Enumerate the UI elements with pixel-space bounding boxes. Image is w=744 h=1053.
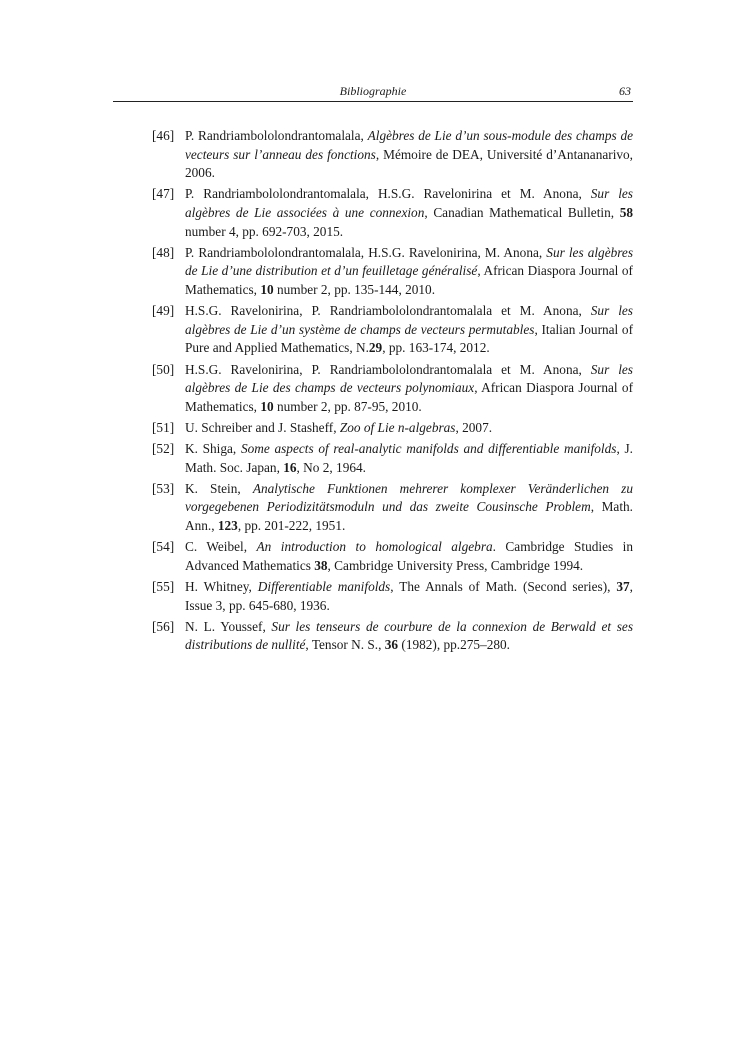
entry-segment: number 4, pp. 692-703, 2015. xyxy=(185,223,344,239)
entry-label: [50] xyxy=(152,361,175,377)
entry-label: [47] xyxy=(152,186,175,202)
entry-segment: P. Randriambololondrantomalala, xyxy=(185,128,368,143)
entry-text xyxy=(185,127,633,183)
entry-segment: K. Stein, xyxy=(185,480,253,496)
bibliography-entry xyxy=(152,361,633,417)
entry-text xyxy=(185,302,633,358)
entry-title: Differentiable manifolds xyxy=(257,579,391,594)
entry-volume: 29 xyxy=(368,340,383,356)
entry-segment: , No 2, 1964. xyxy=(296,459,366,475)
entry-segment: , J. Math. Soc. Japan, xyxy=(185,441,633,475)
bibliography-list xyxy=(152,127,633,658)
entry-segment: C. Weibel, xyxy=(185,539,257,555)
entry-title: An introduction to homological algebra xyxy=(256,539,493,555)
entry-segment: H.S.G. Ravelonirina, P. Randriambololondrantomalala et M. Anona, xyxy=(185,361,591,377)
entry-text xyxy=(185,244,633,300)
entry-volume: 37 xyxy=(616,579,630,594)
entry-title: Zoo of Lie n-algebras xyxy=(339,419,456,435)
entry-title: Sur les algèbres de Lie d’un système de champs de vecteurs permutables xyxy=(185,303,633,337)
entry-segment: K. Shiga, xyxy=(185,441,241,457)
bibliography-entry xyxy=(152,538,633,575)
bibliography-entry xyxy=(152,185,633,241)
entry-segment: , Math. Ann., xyxy=(185,499,633,534)
bibliography-entry xyxy=(152,618,633,655)
entry-text xyxy=(185,185,633,241)
entry-segment: (1982), pp.275–280. xyxy=(398,637,510,653)
entry-label: [49] xyxy=(152,303,175,319)
entry-segment: , African Diaspora Journal of Mathematics, xyxy=(185,380,634,414)
entry-segment: , Issue 3, pp. 645-680, 1936. xyxy=(185,579,633,613)
bibliography-entry xyxy=(152,419,633,438)
entry-volume: 58 xyxy=(619,204,633,220)
bibliography-entry xyxy=(152,127,633,183)
entry-volume: 10 xyxy=(260,281,274,297)
entry-segment: . Cambridge Studies in Advanced Mathematics xyxy=(185,539,633,573)
entry-segment: , Canadian Mathematical Bulletin, xyxy=(424,204,620,220)
entry-segment: , African Diaspora Journal of Mathematics, xyxy=(185,263,633,297)
entry-segment: N. L. Youssef, xyxy=(185,618,272,634)
entry-title: Algèbres de Lie d’un sous-module des champs de vecteurs sur l’anneau des fonctions xyxy=(185,128,633,162)
entry-segment: number 2, pp. 135-144, 2010. xyxy=(273,281,436,297)
entry-segment: , Cambridge University Press, Cambridge 1994. xyxy=(327,557,584,573)
entry-volume: 16 xyxy=(283,459,297,475)
entry-volume: 10 xyxy=(260,398,274,414)
entry-segment: P. Randriambololondrantomalala, H.S.G. Ravelonirina et M. Anona, xyxy=(185,186,591,202)
entry-segment: , Tensor N. S., xyxy=(305,637,385,653)
entry-title: Sur les algèbres de Lie d’une distribution et d’un feuilletage généralisé xyxy=(185,244,633,279)
entry-label: [56] xyxy=(152,618,175,634)
entry-title: Sur les algèbres de Lie des champs de vecteurs polynomiaux xyxy=(185,361,633,396)
entry-text xyxy=(185,361,633,417)
entry-segment: P. Randriambololondrantomalala, H.S.G. Ravelonirina, M. Anona, xyxy=(185,244,547,260)
entry-title: Analytische Funktionen mehrerer komplexer Veränderlichen zu vorgegebenen Periodizitätsmoduln und das zweite Cousinsche Problem xyxy=(185,480,633,515)
entry-label: [46] xyxy=(152,128,175,143)
page-number: 63 xyxy=(619,84,631,98)
entry-segment: H. Whitney, xyxy=(185,579,258,594)
entry-volume: 36 xyxy=(384,637,399,653)
bibliography-entry xyxy=(152,440,633,477)
entry-label: [51] xyxy=(152,419,175,435)
entry-segment: H.S.G. Ravelonirina, P. Randriambololondrantomalala et M. Anona, xyxy=(185,303,591,319)
entry-segment: , Italian Journal of Pure and Applied Mathematics, N. xyxy=(185,321,633,356)
entry-label: [55] xyxy=(152,579,175,594)
entry-text xyxy=(185,440,633,477)
entry-label: [54] xyxy=(152,539,175,555)
entry-volume: 123 xyxy=(217,518,238,534)
entry-segment: number 2, pp. 87-95, 2010. xyxy=(273,398,422,414)
entry-text xyxy=(185,618,633,655)
entry-title: Sur les tenseurs de courbure de la connexion de Berwald et ses distributions de nullité xyxy=(185,618,633,653)
entry-volume: 38 xyxy=(314,557,328,573)
bibliography-entry xyxy=(152,244,633,300)
entry-text xyxy=(185,578,633,615)
entry-segment: U. Schreiber and J. Stasheff, xyxy=(185,419,340,435)
entry-label: [53] xyxy=(152,480,175,496)
entry-title: Sur les algèbres de Lie associées à une connexion xyxy=(185,186,633,220)
bibliography-entry xyxy=(152,302,633,358)
bibliography-entry xyxy=(152,578,633,615)
entry-title: Some aspects of real-analytic manifolds and differentiable manifolds xyxy=(240,441,617,457)
entry-segment: , The Annals of Math. (Second series), xyxy=(390,579,617,594)
running-head-title: Bibliographie xyxy=(339,84,407,98)
entry-label: [52] xyxy=(152,441,175,457)
entry-segment: , pp. 201-222, 1951. xyxy=(237,518,346,534)
entry-label: [48] xyxy=(152,244,175,260)
running-head xyxy=(113,83,633,102)
entry-segment: , Mémoire de DEA, Université d’Antananarivo, 2006. xyxy=(185,146,634,181)
entry-text xyxy=(185,480,633,536)
entry-segment: , 2007. xyxy=(455,419,493,435)
entry-segment: , pp. 163-174, 2012. xyxy=(382,340,490,356)
entry-text xyxy=(185,538,633,575)
entry-text xyxy=(185,419,633,438)
bibliography-entry xyxy=(152,480,633,536)
